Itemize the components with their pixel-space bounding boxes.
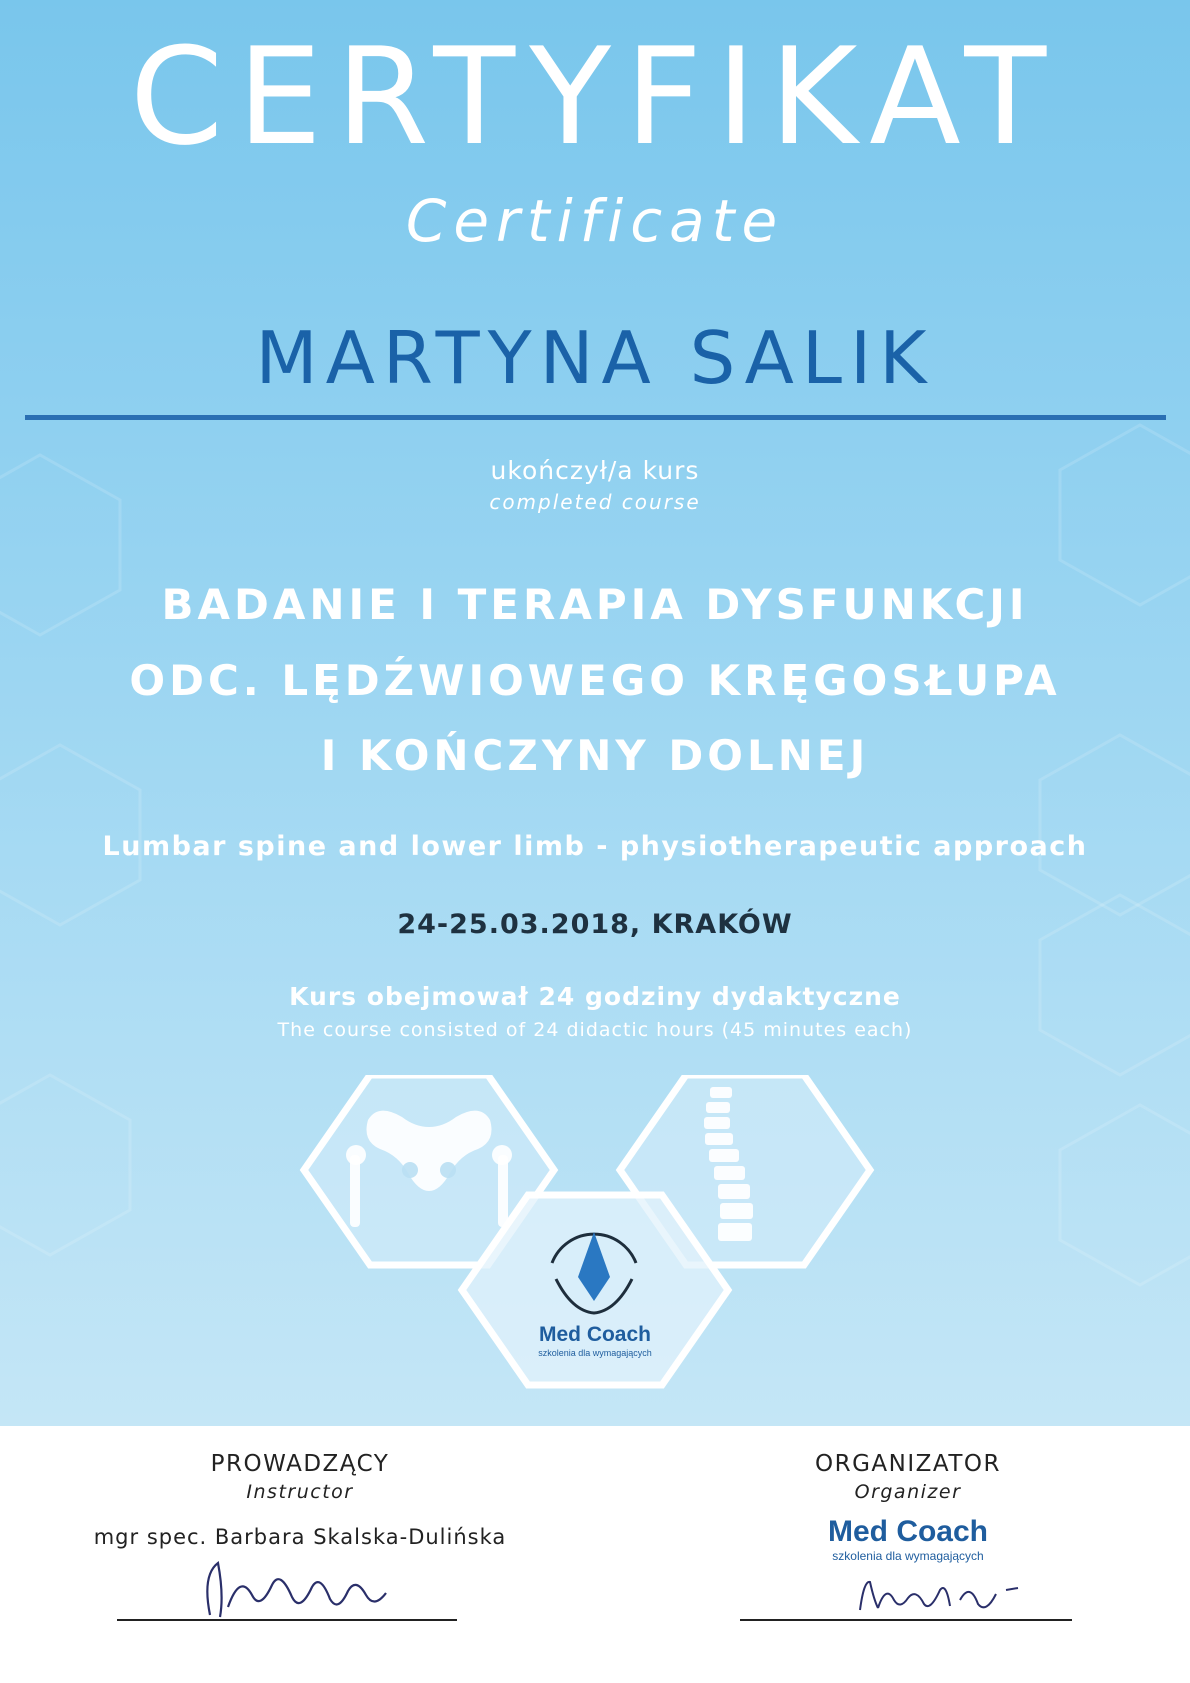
instructor-heading-english: Instructor [246,1481,354,1503]
organizer-heading-english: Organizer [854,1481,962,1503]
logo-tagline: szkolenia dla wymagających [538,1348,652,1358]
organizer-logo-name: Med Coach [827,1515,989,1548]
course-hours-polish: Kurs obejmował 24 godziny dydaktyczne [289,982,901,1011]
course-title-english: Lumbar spine and lower limb - physiotherapeutic approach [102,831,1088,862]
organizer-signature-line [740,1619,1072,1621]
instructor-signature-line [117,1619,457,1621]
organizer-heading: ORGANIZATOR [815,1451,1001,1477]
logo-name: Med Coach [538,1323,651,1346]
instructor-signature [180,1555,420,1625]
certificate-title: CERTYFIKAT [129,19,1061,175]
certificate-subtitle: Certificate [405,187,785,255]
organizer-signature [850,1570,1030,1620]
instructor-name: mgr spec. Barbara Skalska-Dulińska [93,1525,507,1549]
course-emblem [290,1075,900,1426]
course-title-line-3: I KOŃCZYNY DOLNEJ [320,731,870,780]
course-hours-english: The course consisted of 24 didactic hours (45 minutes each) [277,1019,913,1041]
instructor-heading: PROWADZĄCY [210,1451,390,1477]
recipient-name: MARTYNA SALIK [255,316,935,400]
course-title-line-1: BADANIE I TERAPIA DYSFUNKCJI [161,580,1029,629]
organizer-logo-tagline: szkolenia dla wymagających [832,1549,984,1563]
course-title-line-2: ODC. LĘDŹWIOWEGO KRĘGOSŁUPA [129,656,1061,705]
name-underline [25,415,1166,420]
completed-course-english: completed course [489,490,701,514]
completed-course-polish: ukończył/a kurs [490,456,700,485]
course-date-place: 24-25.03.2018, KRAKÓW [397,909,793,940]
